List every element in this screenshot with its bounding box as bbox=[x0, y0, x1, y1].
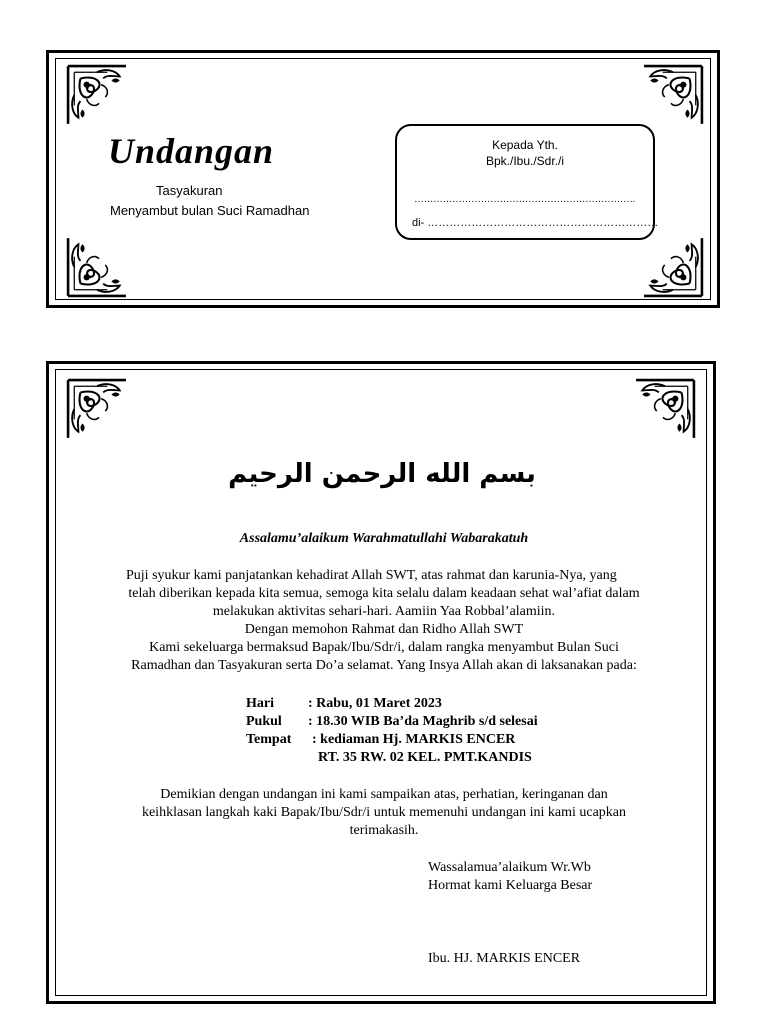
paragraph-line: Dengan memohon Rahmat dan Ridho Allah SWT bbox=[244, 622, 524, 637]
event-day-value: : Rabu, 01 Maret 2023 bbox=[308, 696, 442, 711]
event-day-label: Hari bbox=[246, 696, 274, 711]
paragraph-line: melakukan aktivitas sehari-hari. Aamiin Yaa Robbal’alamiin. bbox=[212, 604, 556, 619]
event-place-value: : kediaman Hj. MARKIS ENCER bbox=[312, 732, 516, 747]
cover-subtitle: Menyambut bulan Suci Ramadhan bbox=[110, 203, 310, 218]
paragraph-line: telah diberikan kepada kita semua, semoga kita selalu dalam keadaan sehat wal’afiat dalam bbox=[128, 586, 640, 601]
corner-ornament-icon bbox=[634, 378, 696, 440]
paragraph-line: Puji syukur kami panjatankan kehadirat Allah SWT, atas rahmat dan karunia-Nya, yang bbox=[126, 568, 617, 583]
event-time-value: : 18.30 WIB Ba’da Maghrib s/d selesai bbox=[308, 714, 538, 729]
event-address-value: RT. 35 RW. 02 KEL. PMT.KANDIS bbox=[318, 750, 532, 765]
corner-ornament-icon bbox=[642, 64, 704, 126]
paragraph-line: Demikian dengan undangan ini kami sampaikan atas, perhatian, keringanan dan bbox=[160, 787, 608, 802]
cover-subtitle: Tasyakuran bbox=[156, 183, 223, 198]
address-location-line: di- ……………………………………………………… bbox=[412, 217, 659, 229]
paragraph-line: keihklasan langkah kaki Bapak/Ibu/Sdr/i untuk memenuhi undangan ini kami ucapkan bbox=[141, 805, 627, 820]
svg-text:بسم الله الرحمن الرحيم: بسم الله الرحمن الرحيم bbox=[228, 459, 536, 489]
corner-ornament-icon bbox=[66, 236, 128, 298]
address-recipient-label: Kepada Yth. bbox=[492, 138, 558, 152]
closing-sender: Hormat kami Keluarga Besar bbox=[428, 878, 593, 893]
address-box bbox=[395, 124, 659, 240]
signature-name: Ibu. HJ. MARKIS ENCER bbox=[428, 951, 581, 966]
cover-title: Undangan bbox=[108, 131, 275, 171]
basmala-calligraphy bbox=[228, 440, 536, 500]
event-time-label: Pukul bbox=[246, 714, 282, 729]
paragraph-line: terimakasih. bbox=[349, 823, 419, 838]
event-place-label: Tempat bbox=[246, 732, 292, 747]
address-recipient-title: Bpk./Ibu./Sdr./i bbox=[485, 154, 565, 168]
corner-ornament-icon bbox=[642, 236, 704, 298]
corner-ornament-icon bbox=[66, 64, 128, 126]
greeting: Assalamu’alaikum Warahmatullahi Wabarakatuh bbox=[239, 531, 529, 546]
paragraph-line: Kami sekeluarga bermaksud Bapak/Ibu/Sdr/i, dalam rangka menyambut Bulan Suci bbox=[149, 640, 619, 655]
address-name-line: ……………………………………………………………. bbox=[414, 194, 635, 205]
corner-ornament-icon bbox=[66, 378, 128, 440]
closing-salutation: Wassalamua’alaikum Wr.Wb bbox=[428, 860, 591, 875]
paragraph-line: Ramadhan dan Tasyakuran serta Do’a selamat. Yang Insya Allah akan di laksanakan pada: bbox=[131, 658, 637, 673]
